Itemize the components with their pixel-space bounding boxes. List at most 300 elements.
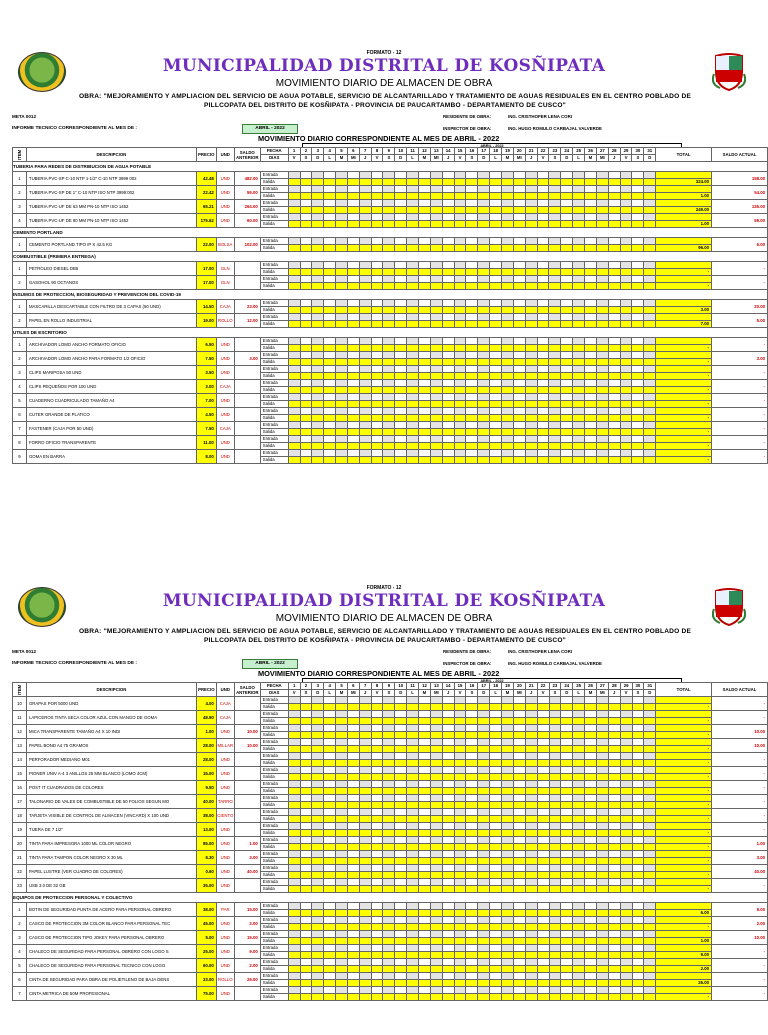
day-number: 21: [525, 683, 537, 690]
day-cell: [561, 938, 573, 945]
item-saldo-anterior: [234, 422, 260, 436]
inspector-label: INSPECTOR DE OBRA:: [443, 661, 492, 666]
day-number: 25: [573, 683, 585, 690]
day-cell: [419, 415, 431, 422]
day-cell: [312, 739, 324, 746]
item-description: CINTA METRICA DE 50M PROFESIONAL: [26, 987, 196, 1001]
table-row: [13, 781, 768, 788]
day-cell: [430, 959, 442, 966]
day-cell: [383, 172, 395, 179]
day-cell: [502, 245, 514, 252]
day-cell: [620, 200, 632, 207]
day-cell: [454, 697, 466, 704]
day-cell: [288, 214, 300, 221]
day-cell: [502, 879, 514, 886]
day-cell: [336, 408, 348, 415]
day-cell: [561, 844, 573, 851]
day-cell: [442, 966, 454, 973]
day-cell: [549, 238, 561, 245]
day-cell: [312, 193, 324, 200]
day-cell: [300, 373, 312, 380]
day-cell: [395, 307, 407, 314]
day-cell: [502, 718, 514, 725]
day-cell: [632, 987, 644, 994]
day-cell: [608, 269, 620, 276]
day-cell: [466, 193, 478, 200]
day-cell: [300, 753, 312, 760]
day-cell: [490, 457, 502, 464]
day-cell: [371, 172, 383, 179]
day-cell: [395, 352, 407, 359]
day-cell: [490, 788, 502, 795]
day-cell: [395, 917, 407, 924]
day-cell: [371, 387, 383, 394]
day-cell: [324, 823, 336, 830]
item-unit: UND: [216, 959, 234, 973]
item-saldo-actual: -: [712, 408, 768, 422]
day-cell: [407, 269, 419, 276]
table-row: [13, 352, 768, 359]
day-cell: [502, 408, 514, 415]
day-cell: [596, 214, 608, 221]
day-cell: [502, 366, 514, 373]
day-cell: [502, 422, 514, 429]
day-cell: [490, 373, 502, 380]
day-cell: [383, 865, 395, 872]
day-cell: [632, 851, 644, 858]
day-cell: [454, 774, 466, 781]
day-cell: [620, 788, 632, 795]
day-cell: [620, 283, 632, 290]
day-cell: [585, 994, 597, 1001]
day-cell: [419, 980, 431, 987]
day-cell: [490, 338, 502, 345]
item-description: CHALECO DE SEGURIDAD PARA PERSONAL TECNICO CON LOGO: [26, 959, 196, 973]
day-cell: [419, 373, 431, 380]
day-cell: [608, 966, 620, 973]
day-cell: [490, 959, 502, 966]
day-cell: [513, 359, 525, 366]
day-cell: [585, 394, 597, 401]
day-cell: [608, 802, 620, 809]
day-cell: [466, 973, 478, 980]
day-cell: [502, 973, 514, 980]
day-cell: [371, 200, 383, 207]
day-cell: [407, 781, 419, 788]
item-number: 13: [13, 739, 27, 753]
day-cell: [502, 359, 514, 366]
item-saldo-actual: 10.00: [712, 725, 768, 739]
day-cell: [442, 214, 454, 221]
day-cell: [454, 269, 466, 276]
day-cell: [454, 795, 466, 802]
day-cell: [359, 959, 371, 966]
day-cell: [454, 373, 466, 380]
day-cell: [490, 795, 502, 802]
day-cell: [347, 373, 359, 380]
day-cell: [324, 200, 336, 207]
day-cell: [537, 387, 549, 394]
day-cell: [561, 959, 573, 966]
day-cell: [644, 373, 656, 380]
day-number: 28: [608, 148, 620, 155]
entrada-total-cell: [656, 450, 712, 457]
entrada-total-cell: [656, 987, 712, 994]
day-cell: [596, 338, 608, 345]
day-cell: [359, 408, 371, 415]
day-cell: [300, 443, 312, 450]
day-cell: [442, 924, 454, 931]
day-cell: [312, 221, 324, 228]
day-number: 19: [502, 148, 514, 155]
day-cell: [585, 172, 597, 179]
salida-label: Salida: [260, 774, 288, 781]
day-cell: [644, 872, 656, 879]
day-cell: [430, 307, 442, 314]
item-number: 1: [13, 300, 27, 314]
day-cell: [430, 931, 442, 938]
item-description: TUBERIA PVC-SP C-10 NTP 1-1/2" C-10 NTP 3999 002: [26, 172, 196, 186]
day-cell: [466, 186, 478, 193]
day-letter: V: [288, 155, 300, 162]
table-row: [13, 262, 768, 269]
item-saldo-anterior: [234, 276, 260, 290]
day-cell: [383, 837, 395, 844]
day-cell: [502, 314, 514, 321]
day-number: 3: [312, 683, 324, 690]
day-cell: [525, 186, 537, 193]
day-cell: [300, 704, 312, 711]
day-cell: [466, 321, 478, 328]
day-cell: [359, 245, 371, 252]
item-unit: CAJA: [216, 422, 234, 436]
day-cell: [442, 952, 454, 959]
day-cell: [288, 373, 300, 380]
day-cell: [573, 697, 585, 704]
day-cell: [478, 837, 490, 844]
day-cell: [620, 179, 632, 186]
item-unit: CAJA: [216, 697, 234, 711]
meta-label: META 0012: [12, 114, 36, 119]
item-description: PAPEL EN ROLLO INDUSTRIAL: [26, 314, 196, 328]
day-cell: [288, 858, 300, 865]
day-cell: [371, 314, 383, 321]
day-cell: [502, 753, 514, 760]
day-cell: [549, 200, 561, 207]
day-cell: [419, 788, 431, 795]
day-cell: [419, 966, 431, 973]
day-cell: [525, 172, 537, 179]
item-description: CHALECO DE SEGURIDAD PARA PERSONAL OBRERO CON LOGO S: [26, 945, 196, 959]
day-cell: [336, 987, 348, 994]
entrada-label: Entrada: [260, 697, 288, 704]
day-cell: [490, 207, 502, 214]
day-cell: [573, 345, 585, 352]
day-cell: [371, 238, 383, 245]
day-cell: [407, 697, 419, 704]
day-cell: [407, 207, 419, 214]
day-cell: [288, 746, 300, 753]
day-cell: [644, 276, 656, 283]
day-cell: [430, 816, 442, 823]
day-cell: [288, 788, 300, 795]
day-cell: [490, 314, 502, 321]
day-cell: [383, 366, 395, 373]
day-cell: [561, 858, 573, 865]
salida-label: Salida: [260, 886, 288, 893]
day-cell: [644, 443, 656, 450]
day-cell: [632, 917, 644, 924]
day-cell: [478, 436, 490, 443]
day-cell: [644, 429, 656, 436]
day-cell: [573, 837, 585, 844]
item-price: 4.50: [196, 408, 216, 422]
day-cell: [430, 966, 442, 973]
day-cell: [549, 879, 561, 886]
table-row: [13, 380, 768, 387]
day-cell: [561, 732, 573, 739]
day-cell: [419, 207, 431, 214]
day-cell: [502, 276, 514, 283]
day-cell: [549, 809, 561, 816]
day-cell: [596, 823, 608, 830]
day-cell: [430, 732, 442, 739]
day-cell: [644, 283, 656, 290]
day-cell: [407, 300, 419, 307]
day-cell: [549, 214, 561, 221]
day-cell: [312, 429, 324, 436]
day-cell: [419, 443, 431, 450]
day-cell: [525, 436, 537, 443]
day-letter: D: [644, 690, 656, 697]
day-cell: [336, 952, 348, 959]
day-cell: [620, 994, 632, 1001]
day-cell: [407, 767, 419, 774]
day-cell: [336, 401, 348, 408]
day-cell: [608, 443, 620, 450]
day-cell: [371, 924, 383, 931]
day-cell: [312, 436, 324, 443]
day-cell: [513, 429, 525, 436]
day-cell: [347, 200, 359, 207]
day-cell: [549, 245, 561, 252]
day-cell: [347, 830, 359, 837]
day-cell: [478, 262, 490, 269]
day-cell: [596, 408, 608, 415]
day-cell: [383, 739, 395, 746]
day-cell: [478, 851, 490, 858]
day-cell: [336, 858, 348, 865]
item-price: 8.00: [196, 450, 216, 464]
item-saldo-actual: 40.00: [712, 865, 768, 879]
day-cell: [525, 394, 537, 401]
day-cell: [644, 973, 656, 980]
day-cell: [371, 450, 383, 457]
day-cell: [442, 753, 454, 760]
day-cell: [430, 408, 442, 415]
entrada-label: Entrada: [260, 352, 288, 359]
day-cell: [596, 366, 608, 373]
day-cell: [620, 980, 632, 987]
day-cell: [419, 704, 431, 711]
day-cell: [419, 200, 431, 207]
day-cell: [300, 952, 312, 959]
item-saldo-actual: -: [712, 823, 768, 837]
day-cell: [395, 767, 407, 774]
day-cell: [596, 753, 608, 760]
day-cell: [442, 366, 454, 373]
day-cell: [454, 886, 466, 893]
day-cell: [324, 352, 336, 359]
day-cell: [454, 718, 466, 725]
day-cell: [288, 910, 300, 917]
day-cell: [608, 823, 620, 830]
salida-label: Salida: [260, 802, 288, 809]
day-cell: [300, 746, 312, 753]
day-cell: [359, 345, 371, 352]
day-cell: [430, 994, 442, 1001]
day-cell: [324, 373, 336, 380]
day-cell: [549, 760, 561, 767]
day-cell: [288, 269, 300, 276]
day-cell: [525, 844, 537, 851]
day-letter: V: [537, 155, 549, 162]
day-cell: [324, 429, 336, 436]
day-cell: [466, 774, 478, 781]
day-cell: [490, 760, 502, 767]
day-cell: [620, 959, 632, 966]
day-cell: [383, 269, 395, 276]
day-cell: [383, 781, 395, 788]
item-saldo-anterior: 10.00: [234, 725, 260, 739]
day-cell: [419, 366, 431, 373]
day-cell: [359, 321, 371, 328]
day-cell: [419, 422, 431, 429]
day-cell: [513, 830, 525, 837]
day-cell: [608, 718, 620, 725]
day-cell: [608, 380, 620, 387]
day-cell: [537, 903, 549, 910]
day-cell: [573, 186, 585, 193]
day-cell: [312, 276, 324, 283]
day-cell: [371, 283, 383, 290]
day-cell: [513, 732, 525, 739]
day-cell: [430, 903, 442, 910]
day-cell: [288, 345, 300, 352]
day-cell: [585, 945, 597, 952]
day-cell: [573, 338, 585, 345]
day-cell: [383, 910, 395, 917]
day-cell: [371, 753, 383, 760]
day-cell: [573, 415, 585, 422]
day-cell: [395, 945, 407, 952]
day-cell: [585, 924, 597, 931]
day-cell: [466, 245, 478, 252]
day-cell: [407, 718, 419, 725]
day-cell: [466, 704, 478, 711]
day-cell: [585, 429, 597, 436]
day-cell: [608, 436, 620, 443]
day-cell: [442, 879, 454, 886]
day-cell: [478, 959, 490, 966]
col-descripcion: DESCRIPCION: [26, 683, 196, 697]
inspector-label: INSPECTOR DE OBRA:: [443, 126, 492, 131]
day-cell: [466, 207, 478, 214]
day-cell: [502, 872, 514, 879]
day-cell: [466, 837, 478, 844]
day-cell: [407, 179, 419, 186]
day-cell: [442, 697, 454, 704]
day-cell: [466, 380, 478, 387]
item-price: 25.00: [196, 945, 216, 959]
day-cell: [312, 352, 324, 359]
day-cell: [430, 837, 442, 844]
entrada-total-cell: [656, 380, 712, 387]
day-cell: [561, 380, 573, 387]
day-letter: D: [312, 690, 324, 697]
day-cell: [478, 443, 490, 450]
day-cell: [561, 394, 573, 401]
day-cell: [644, 760, 656, 767]
item-description: GOMA EN BARRA: [26, 450, 196, 464]
day-cell: [525, 952, 537, 959]
day-cell: [300, 314, 312, 321]
day-cell: [300, 276, 312, 283]
day-cell: [430, 739, 442, 746]
day-cell: [288, 718, 300, 725]
day-cell: [430, 851, 442, 858]
day-cell: [407, 823, 419, 830]
section-row: [13, 328, 768, 338]
day-cell: [525, 809, 537, 816]
day-cell: [300, 980, 312, 987]
day-cell: [644, 221, 656, 228]
movement-table-page-1: [12, 147, 768, 464]
day-cell: [549, 718, 561, 725]
day-cell: [490, 276, 502, 283]
day-cell: [288, 924, 300, 931]
day-cell: [371, 725, 383, 732]
day-cell: [466, 823, 478, 830]
section-row: [13, 893, 768, 903]
item-saldo-actual: -: [712, 795, 768, 809]
day-cell: [312, 903, 324, 910]
day-cell: [395, 401, 407, 408]
day-cell: [288, 338, 300, 345]
entrada-label: Entrada: [260, 823, 288, 830]
day-cell: [644, 179, 656, 186]
day-cell: [466, 429, 478, 436]
day-cell: [561, 781, 573, 788]
day-cell: [490, 193, 502, 200]
day-cell: [525, 269, 537, 276]
day-cell: [371, 186, 383, 193]
item-saldo-anterior: [234, 394, 260, 408]
day-cell: [632, 966, 644, 973]
day-cell: [359, 739, 371, 746]
day-cell: [608, 788, 620, 795]
day-cell: [585, 450, 597, 457]
day-cell: [383, 952, 395, 959]
day-cell: [502, 924, 514, 931]
day-cell: [490, 802, 502, 809]
day-number: 12: [419, 683, 431, 690]
day-cell: [537, 366, 549, 373]
day-cell: [371, 767, 383, 774]
day-cell: [312, 380, 324, 387]
table-row: [13, 422, 768, 429]
day-cell: [407, 924, 419, 931]
